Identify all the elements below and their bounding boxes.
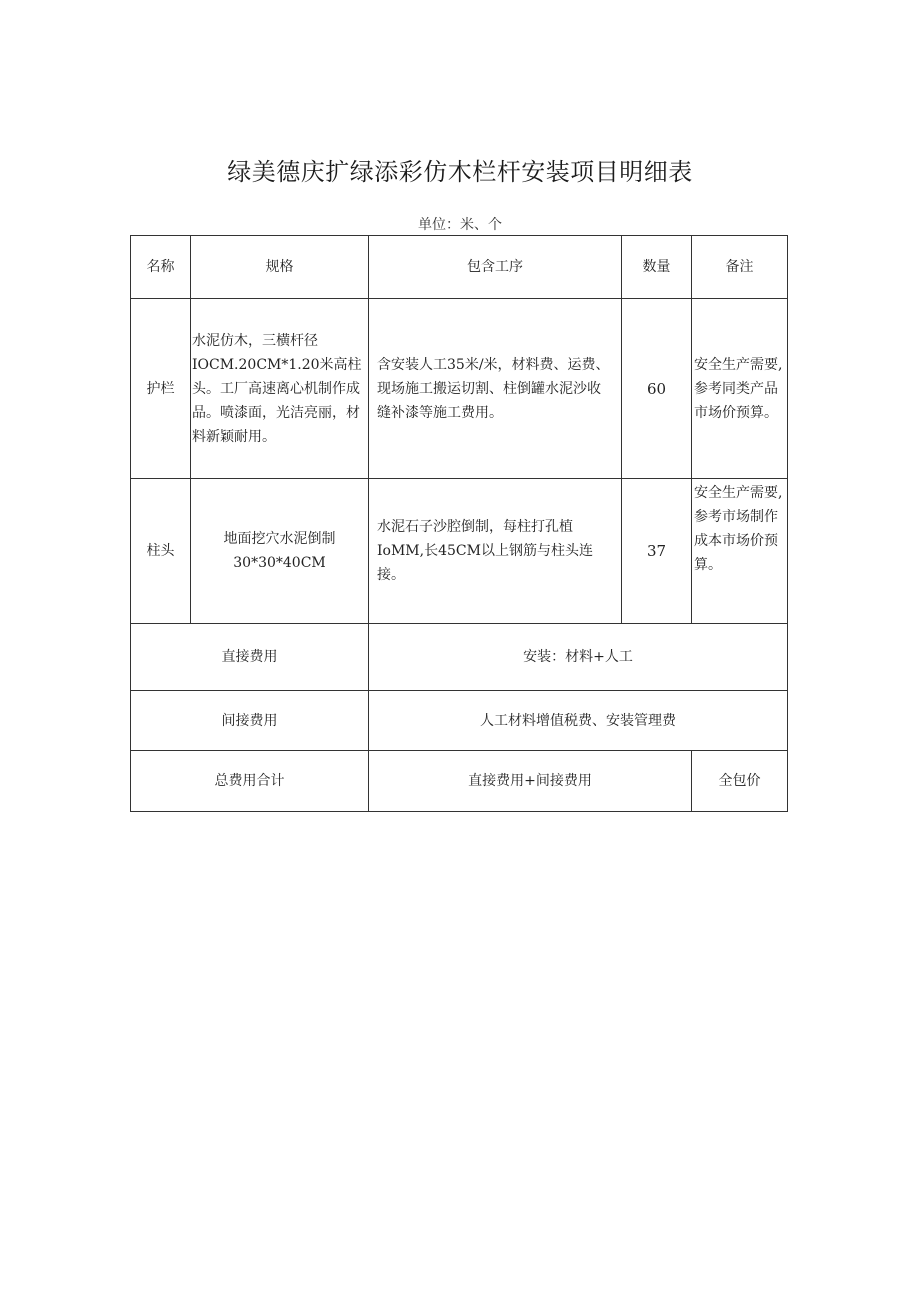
header-name: 名称 <box>131 236 191 299</box>
row-note: 安全生产需要,参考市场制作成本市场价预算。 <box>692 479 788 624</box>
header-note: 备注 <box>692 236 788 299</box>
summary-row-total <box>131 751 788 812</box>
row-quantity: 60 <box>622 299 692 479</box>
row-process: 含安装人工35米/米，材料费、运费、现场施工搬运切割、柱倒罐水泥沙收缝补漆等施工费用。 <box>369 299 622 479</box>
row-process: 水泥石子沙腔倒制，每柱打孔植IoMM,长45CM以上钢筋与柱头连接。 <box>369 479 622 624</box>
row-quantity: 37 <box>622 479 692 624</box>
summary-extra: 全包价 <box>692 751 788 812</box>
unit-label: 单位：米、个 <box>418 217 502 233</box>
row-note: 安全生产需要,参考同类产品市场价预算。 <box>692 299 788 479</box>
summary-row-indirect <box>131 691 788 751</box>
table-row <box>131 479 788 624</box>
row-name: 护栏 <box>131 299 191 479</box>
summary-value: 直接费用+间接费用 <box>369 751 692 812</box>
table-row <box>131 299 788 479</box>
row-spec: 水泥仿木，三横杆径IOCM.20CM*1.20米高柱头。工厂高速离心机制作成品。喷漆面，光洁亮丽，材料新颖耐用。 <box>191 299 369 479</box>
header-process: 包含工序 <box>369 236 622 299</box>
document-title: 绿美德庆扩绿添彩仿木栏杆安装项目明细表 <box>227 158 693 186</box>
summary-label: 总费用合计 <box>131 751 369 812</box>
summary-label: 直接费用 <box>131 624 369 691</box>
summary-value: 人工材料增值税费、安装管理费 <box>369 691 788 751</box>
header-quantity: 数量 <box>622 236 692 299</box>
summary-value: 安装：材料+人工 <box>369 624 788 691</box>
summary-row-direct <box>131 624 788 691</box>
header-spec: 规格 <box>191 236 369 299</box>
row-name: 柱头 <box>131 479 191 624</box>
table-header-row <box>131 236 788 299</box>
row-spec: 地面挖穴水泥倒制30*30*40CM <box>191 479 369 624</box>
summary-label: 间接费用 <box>131 691 369 751</box>
detail-table <box>130 235 788 812</box>
